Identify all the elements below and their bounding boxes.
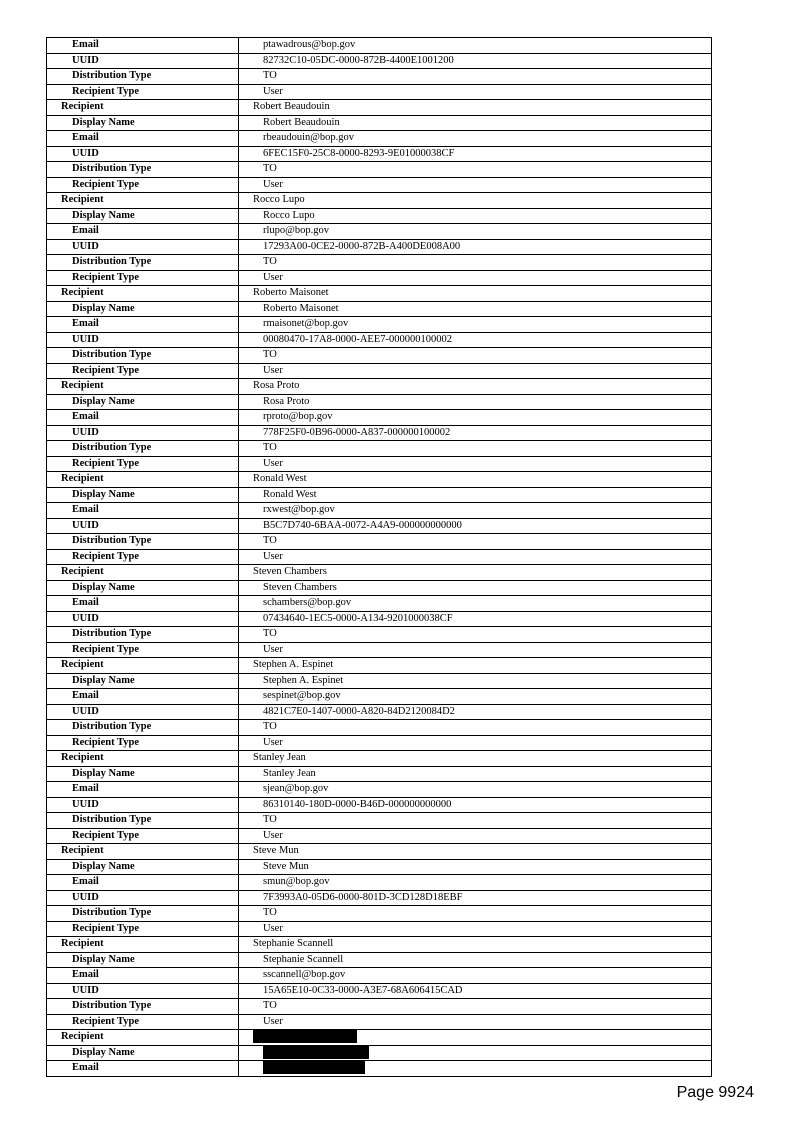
field-label-distribution-type: Distribution Type bbox=[47, 813, 239, 829]
distribution-type-value: TO bbox=[239, 627, 712, 643]
email-value: sscannell@bop.gov bbox=[239, 968, 712, 984]
table-row bbox=[47, 596, 712, 612]
table-row bbox=[47, 410, 712, 426]
table-row bbox=[47, 844, 712, 860]
field-label-display-name: Display Name bbox=[47, 859, 239, 875]
field-label-uuid: UUID bbox=[47, 53, 239, 69]
email-value: sespinet@bop.gov bbox=[239, 689, 712, 705]
field-label-recipient: Recipient bbox=[47, 286, 239, 302]
table-row bbox=[47, 286, 712, 302]
field-label-distribution-type: Distribution Type bbox=[47, 255, 239, 271]
distribution-type-value: TO bbox=[239, 906, 712, 922]
recipient-type-value: User bbox=[239, 84, 712, 100]
recipient-value: Rocco Lupo bbox=[239, 193, 712, 209]
table-row bbox=[47, 859, 712, 875]
uuid-value: B5C7D740-6BAA-0072-A4A9-000000000000 bbox=[239, 518, 712, 534]
table-row bbox=[47, 503, 712, 519]
field-label-email: Email bbox=[47, 503, 239, 519]
display-name-value: Roberto Maisonet bbox=[239, 301, 712, 317]
display-name-value: Rosa Proto bbox=[239, 394, 712, 410]
recipient-type-value: User bbox=[239, 1014, 712, 1030]
field-label-distribution-type: Distribution Type bbox=[47, 627, 239, 643]
table-row bbox=[47, 69, 712, 85]
table-row bbox=[47, 332, 712, 348]
table-row bbox=[47, 487, 712, 503]
recipient-type-value: User bbox=[239, 828, 712, 844]
field-label-email: Email bbox=[47, 968, 239, 984]
field-label-recipient-type: Recipient Type bbox=[47, 549, 239, 565]
field-label-distribution-type: Distribution Type bbox=[47, 999, 239, 1015]
field-label-recipient-type: Recipient Type bbox=[47, 363, 239, 379]
field-label-email: Email bbox=[47, 875, 239, 891]
recipient-type-value: User bbox=[239, 456, 712, 472]
table-row bbox=[47, 580, 712, 596]
redacted-email-value bbox=[239, 1061, 712, 1077]
table-row bbox=[47, 131, 712, 147]
recipient-record-table bbox=[46, 37, 712, 1077]
table-row bbox=[47, 456, 712, 472]
table-row bbox=[47, 162, 712, 178]
field-label-uuid: UUID bbox=[47, 983, 239, 999]
table-row bbox=[47, 890, 712, 906]
table-row bbox=[47, 379, 712, 395]
uuid-value: 00080470-17A8-0000-AEE7-000000100002 bbox=[239, 332, 712, 348]
field-label-email: Email bbox=[47, 317, 239, 333]
table-row bbox=[47, 239, 712, 255]
table-row bbox=[47, 1045, 712, 1061]
display-name-value: Ronald West bbox=[239, 487, 712, 503]
uuid-value: 778F25F0-0B96-0000-A837-000000100002 bbox=[239, 425, 712, 441]
field-label-distribution-type: Distribution Type bbox=[47, 906, 239, 922]
field-label-uuid: UUID bbox=[47, 239, 239, 255]
table-row bbox=[47, 534, 712, 550]
display-name-value: Steve Mun bbox=[239, 859, 712, 875]
table-row bbox=[47, 642, 712, 658]
table-row bbox=[47, 472, 712, 488]
recipient-type-value: User bbox=[239, 735, 712, 751]
table-row bbox=[47, 208, 712, 224]
field-label-distribution-type: Distribution Type bbox=[47, 69, 239, 85]
display-name-value: Steven Chambers bbox=[239, 580, 712, 596]
uuid-value: 86310140-180D-0000-B46D-000000000000 bbox=[239, 797, 712, 813]
field-label-uuid: UUID bbox=[47, 518, 239, 534]
recipient-type-value: User bbox=[239, 549, 712, 565]
email-value: rbeaudouin@bop.gov bbox=[239, 131, 712, 147]
field-label-recipient: Recipient bbox=[47, 937, 239, 953]
field-label-display-name: Display Name bbox=[47, 766, 239, 782]
table-row bbox=[47, 84, 712, 100]
table-row bbox=[47, 193, 712, 209]
email-value: smun@bop.gov bbox=[239, 875, 712, 891]
display-name-value: Stephanie Scannell bbox=[239, 952, 712, 968]
table-row bbox=[47, 983, 712, 999]
recipient-record-rows bbox=[47, 38, 712, 1030]
field-label-email: Email bbox=[47, 410, 239, 426]
table-row bbox=[47, 999, 712, 1015]
field-label-recipient-type: Recipient Type bbox=[47, 177, 239, 193]
uuid-value: 4821C7E0-1407-0000-A820-84D2120084D2 bbox=[239, 704, 712, 720]
table-row bbox=[47, 100, 712, 116]
recipient-value: Rosa Proto bbox=[239, 379, 712, 395]
table-row bbox=[47, 1061, 712, 1077]
field-label-recipient-type: Recipient Type bbox=[47, 735, 239, 751]
distribution-type-value: TO bbox=[239, 720, 712, 736]
field-label-recipient: Recipient bbox=[47, 193, 239, 209]
field-label-display-name: Display Name bbox=[47, 208, 239, 224]
uuid-value: 15A65E10-0C33-0000-A3E7-68A606415CAD bbox=[239, 983, 712, 999]
table-row bbox=[47, 751, 712, 767]
field-label-recipient-type: Recipient Type bbox=[47, 642, 239, 658]
table-row bbox=[47, 53, 712, 69]
uuid-value: 7F3993A0-05D6-0000-801D-3CD128D18EBF bbox=[239, 890, 712, 906]
recipient-type-value: User bbox=[239, 270, 712, 286]
field-label-recipient: Recipient bbox=[47, 472, 239, 488]
field-label-uuid: UUID bbox=[47, 611, 239, 627]
display-name-value: Stephen A. Espinet bbox=[239, 673, 712, 689]
table-row bbox=[47, 906, 712, 922]
recipient-type-value: User bbox=[239, 363, 712, 379]
table-row bbox=[47, 348, 712, 364]
email-value: rxwest@bop.gov bbox=[239, 503, 712, 519]
field-label-recipient-type: Recipient Type bbox=[47, 828, 239, 844]
table-row bbox=[47, 952, 712, 968]
field-label-display-name: Display Name bbox=[47, 952, 239, 968]
email-value: sjean@bop.gov bbox=[239, 782, 712, 798]
field-label-uuid: UUID bbox=[47, 146, 239, 162]
field-label-uuid: UUID bbox=[47, 332, 239, 348]
uuid-value: 6FEC15F0-25C8-0000-8293-9E01000038CF bbox=[239, 146, 712, 162]
field-label-recipient: Recipient bbox=[47, 379, 239, 395]
table-row bbox=[47, 782, 712, 798]
table-row bbox=[47, 270, 712, 286]
email-value: rlupo@bop.gov bbox=[239, 224, 712, 240]
field-label-email: Email bbox=[47, 1061, 239, 1077]
field-label-distribution-type: Distribution Type bbox=[47, 534, 239, 550]
redaction-block bbox=[263, 1046, 369, 1059]
uuid-value: 17293A00-0CE2-0000-872B-A400DE008A00 bbox=[239, 239, 712, 255]
table-row bbox=[47, 224, 712, 240]
distribution-type-value: TO bbox=[239, 441, 712, 457]
redacted-recipient-value bbox=[239, 1030, 712, 1046]
table-row bbox=[47, 363, 712, 379]
field-label-email: Email bbox=[47, 782, 239, 798]
field-label-email: Email bbox=[47, 131, 239, 147]
field-label-recipient-type: Recipient Type bbox=[47, 456, 239, 472]
field-label-recipient: Recipient bbox=[47, 1030, 239, 1046]
redaction-block bbox=[263, 1061, 365, 1074]
table-row bbox=[47, 301, 712, 317]
table-row bbox=[47, 441, 712, 457]
table-row bbox=[47, 317, 712, 333]
field-label-display-name: Display Name bbox=[47, 580, 239, 596]
table-row bbox=[47, 627, 712, 643]
table-row bbox=[47, 937, 712, 953]
redacted-display-name-value bbox=[239, 1045, 712, 1061]
field-label-display-name: Display Name bbox=[47, 394, 239, 410]
recipient-value: Stephen A. Espinet bbox=[239, 658, 712, 674]
table-row bbox=[47, 704, 712, 720]
field-label-display-name: Display Name bbox=[47, 115, 239, 131]
table-row bbox=[47, 38, 712, 54]
recipient-value: Stephanie Scannell bbox=[239, 937, 712, 953]
field-label-uuid: UUID bbox=[47, 425, 239, 441]
recipient-value: Ronald West bbox=[239, 472, 712, 488]
recipient-value: Roberto Maisonet bbox=[239, 286, 712, 302]
field-label-recipient-type: Recipient Type bbox=[47, 921, 239, 937]
table-row bbox=[47, 797, 712, 813]
table-row bbox=[47, 968, 712, 984]
distribution-type-value: TO bbox=[239, 348, 712, 364]
redacted-recipient-rows bbox=[47, 1030, 712, 1077]
table-row bbox=[47, 766, 712, 782]
recipient-type-value: User bbox=[239, 642, 712, 658]
table-row bbox=[47, 875, 712, 891]
recipient-type-value: User bbox=[239, 921, 712, 937]
field-label-uuid: UUID bbox=[47, 890, 239, 906]
field-label-recipient: Recipient bbox=[47, 100, 239, 116]
field-label-recipient-type: Recipient Type bbox=[47, 270, 239, 286]
distribution-type-value: TO bbox=[239, 813, 712, 829]
email-value: rmaisonet@bop.gov bbox=[239, 317, 712, 333]
table-row bbox=[47, 1014, 712, 1030]
field-label-recipient-type: Recipient Type bbox=[47, 84, 239, 100]
uuid-value: 07434640-1EC5-0000-A134-9201000038CF bbox=[239, 611, 712, 627]
distribution-type-value: TO bbox=[239, 69, 712, 85]
table-row bbox=[47, 658, 712, 674]
table-row bbox=[47, 425, 712, 441]
uuid-value: 82732C10-05DC-0000-872B-4400E1001200 bbox=[239, 53, 712, 69]
redaction-block bbox=[253, 1030, 357, 1043]
email-value: ptawadrous@bop.gov bbox=[239, 38, 712, 54]
table-row bbox=[47, 673, 712, 689]
field-label-email: Email bbox=[47, 224, 239, 240]
field-label-recipient: Recipient bbox=[47, 751, 239, 767]
email-value: rproto@bop.gov bbox=[239, 410, 712, 426]
table-row bbox=[47, 565, 712, 581]
field-label-uuid: UUID bbox=[47, 704, 239, 720]
table-row bbox=[47, 735, 712, 751]
field-label-display-name: Display Name bbox=[47, 673, 239, 689]
table-row bbox=[47, 255, 712, 271]
table-row bbox=[47, 177, 712, 193]
recipient-value: Robert Beaudouin bbox=[239, 100, 712, 116]
table-row bbox=[47, 146, 712, 162]
field-label-distribution-type: Distribution Type bbox=[47, 348, 239, 364]
distribution-type-value: TO bbox=[239, 534, 712, 550]
recipient-value: Steven Chambers bbox=[239, 565, 712, 581]
field-label-distribution-type: Distribution Type bbox=[47, 441, 239, 457]
field-label-display-name: Display Name bbox=[47, 301, 239, 317]
table-row bbox=[47, 813, 712, 829]
distribution-type-value: TO bbox=[239, 162, 712, 178]
table-row bbox=[47, 689, 712, 705]
field-label-email: Email bbox=[47, 38, 239, 54]
recipient-type-value: User bbox=[239, 177, 712, 193]
page-number: Page 9924 bbox=[676, 1084, 754, 1101]
field-label-display-name: Display Name bbox=[47, 487, 239, 503]
field-label-display-name: Display Name bbox=[47, 1045, 239, 1061]
recipient-value: Steve Mun bbox=[239, 844, 712, 860]
table-row bbox=[47, 1030, 712, 1046]
field-label-email: Email bbox=[47, 689, 239, 705]
table-row bbox=[47, 828, 712, 844]
distribution-type-value: TO bbox=[239, 255, 712, 271]
recipient-value: Stanley Jean bbox=[239, 751, 712, 767]
table-row bbox=[47, 921, 712, 937]
table-row bbox=[47, 611, 712, 627]
field-label-distribution-type: Distribution Type bbox=[47, 162, 239, 178]
field-label-uuid: UUID bbox=[47, 797, 239, 813]
table-row bbox=[47, 115, 712, 131]
field-label-recipient: Recipient bbox=[47, 844, 239, 860]
table-row bbox=[47, 720, 712, 736]
field-label-recipient: Recipient bbox=[47, 565, 239, 581]
display-name-value: Stanley Jean bbox=[239, 766, 712, 782]
field-label-recipient-type: Recipient Type bbox=[47, 1014, 239, 1030]
field-label-email: Email bbox=[47, 596, 239, 612]
display-name-value: Rocco Lupo bbox=[239, 208, 712, 224]
field-label-recipient: Recipient bbox=[47, 658, 239, 674]
field-label-distribution-type: Distribution Type bbox=[47, 720, 239, 736]
table-row bbox=[47, 518, 712, 534]
table-row bbox=[47, 549, 712, 565]
email-value: schambers@bop.gov bbox=[239, 596, 712, 612]
recipient-record-table-container bbox=[46, 37, 712, 1077]
display-name-value: Robert Beaudouin bbox=[239, 115, 712, 131]
distribution-type-value: TO bbox=[239, 999, 712, 1015]
table-row bbox=[47, 394, 712, 410]
